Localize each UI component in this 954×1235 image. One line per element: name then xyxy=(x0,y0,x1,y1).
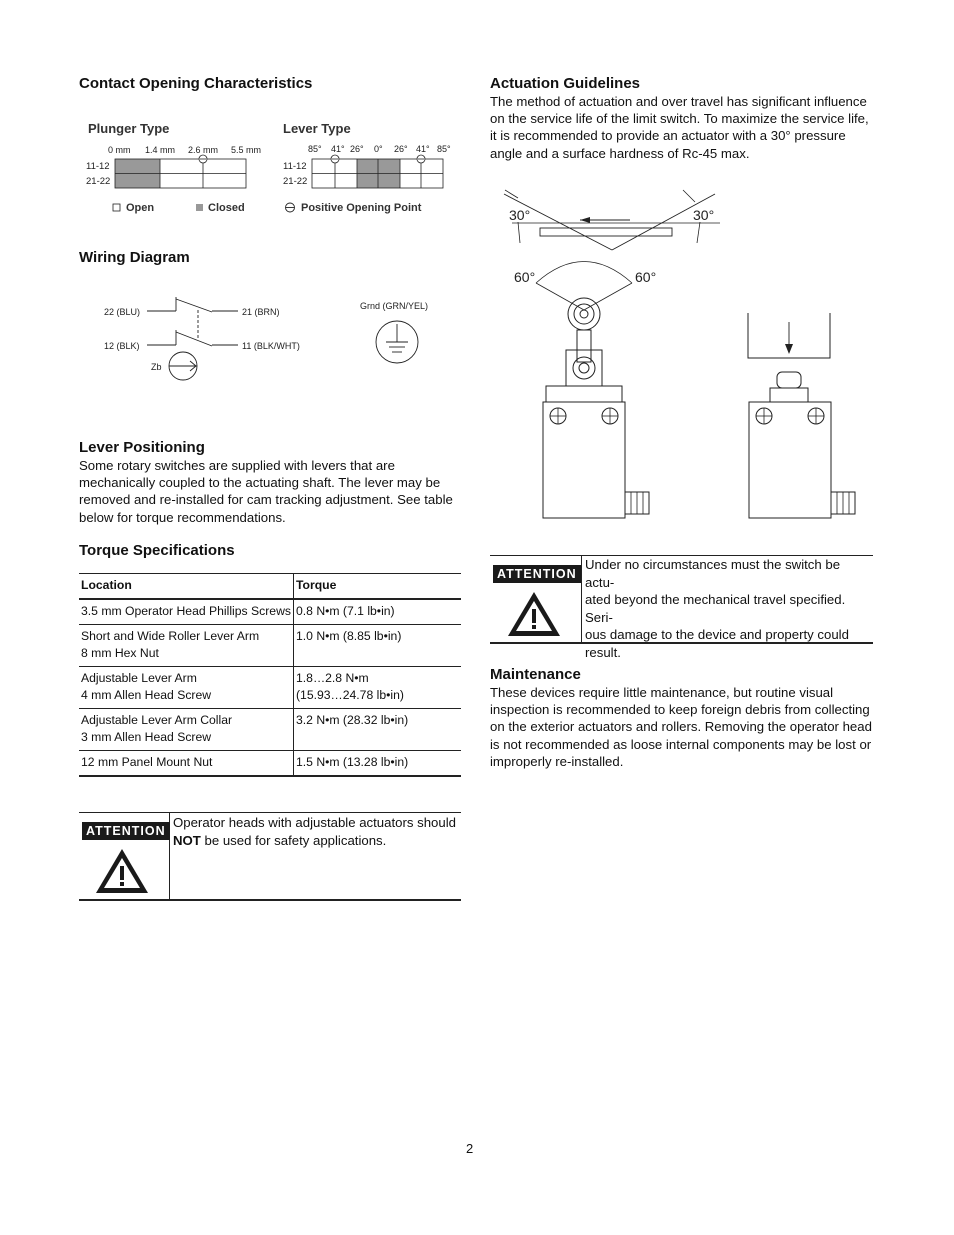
lever-tick: 85° xyxy=(437,144,451,154)
wire-label: 22 (BLU) xyxy=(104,307,141,317)
table-row xyxy=(79,751,461,777)
attention-label: ATTENTION xyxy=(493,565,581,583)
page-number: 2 xyxy=(466,1141,474,1156)
wiring-heading: Wiring Diagram xyxy=(79,249,190,266)
lever-positioning-text: Some rotary switches are supplied with levers that are mechanically coupled to the actuating shaft. The lever may be removed and re-installed for cam tracking adjustment. See table below for torque recommendations. xyxy=(79,458,453,525)
lever-tick: 41° xyxy=(416,144,430,154)
legend-positive: Positive Opening Point xyxy=(301,202,422,214)
cell-text: 3 mm Allen Head Screw xyxy=(81,730,212,744)
attention-line: result. xyxy=(585,644,621,660)
lever-tick: 41° xyxy=(331,144,345,154)
legend-closed: Closed xyxy=(208,202,245,214)
lever-tick: 26° xyxy=(394,144,408,154)
table-row xyxy=(79,709,461,751)
cell-text: 1.8…2.8 N•m xyxy=(296,671,369,685)
cell-text: Adjustable Lever Arm xyxy=(81,671,197,685)
attention-line: ous damage to the device and property could xyxy=(585,627,849,642)
attention-text-part: Operator heads with adjustable actuators should xyxy=(173,815,456,830)
table-row xyxy=(79,667,461,709)
attention-box-left xyxy=(79,812,461,901)
cell-text: 4 mm Allen Head Screw xyxy=(81,688,212,702)
plunger-tick: 1.4 mm xyxy=(145,145,176,155)
wire-label: 21 (BRN) xyxy=(242,307,280,317)
wire-label: 11 (BLK/WHT) xyxy=(242,341,300,351)
lever-title: Lever Type xyxy=(283,121,351,136)
cell-text: Short and Wide Roller Lever Arm xyxy=(81,629,260,643)
actuation-diagram xyxy=(490,180,870,525)
cell-text: 8 mm Hex Nut xyxy=(81,646,159,660)
plunger-tick: 5.5 mm xyxy=(231,145,262,155)
cell-text: 3.2 N•m (28.32 lb•in) xyxy=(296,713,409,727)
column-header: Location xyxy=(79,574,294,600)
warning-icon xyxy=(93,846,151,896)
attention-text xyxy=(173,814,458,849)
lever-tick: 85° xyxy=(308,144,322,154)
lever-grid xyxy=(312,155,443,188)
lever-tick: 26° xyxy=(350,144,364,154)
wire-label: Grnd (GRN/YEL) xyxy=(360,301,429,311)
lever-positioning-heading: Lever Positioning xyxy=(79,439,205,456)
angle-label: 30° xyxy=(509,207,531,223)
cell-text: 12 mm Panel Mount Nut xyxy=(81,755,213,769)
plunger-grid xyxy=(115,155,246,188)
plunger-row-label: 11-12 xyxy=(86,161,110,172)
legend-open: Open xyxy=(126,202,155,214)
cell-text: Adjustable Lever Arm Collar xyxy=(81,713,233,727)
attention-label: ATTENTION xyxy=(82,822,170,840)
table-row xyxy=(79,625,461,667)
angle-label: 60° xyxy=(635,269,657,285)
lever-row-label: 21-22 xyxy=(283,176,308,187)
cell-text: 3.5 mm Operator Head Phillips Screws xyxy=(81,604,291,618)
plunger-title: Plunger Type xyxy=(88,121,170,136)
attention-line: Under no circumstances must the switch be actu- xyxy=(585,557,841,590)
attention-line: ated beyond the mechanical travel specified. Seri- xyxy=(585,592,846,625)
cell-text: 0.8 N•m (7.1 lb•in) xyxy=(296,604,395,618)
cell-text: 1.0 N•m (8.85 lb•in) xyxy=(296,629,402,643)
plunger-row-label: 21-22 xyxy=(86,176,111,187)
attention-text-bold: NOT xyxy=(173,832,201,848)
lever-tick: 0° xyxy=(374,144,383,154)
table-header-row xyxy=(79,574,461,600)
attention-text xyxy=(585,556,870,661)
wire-label: Zb xyxy=(151,362,162,372)
lever-row-label: 11-12 xyxy=(283,161,307,172)
plunger-tick: 2.6 mm xyxy=(188,145,219,155)
wire-label: 12 (BLK) xyxy=(104,341,140,351)
cell-text: 1.5 N•m (13.28 lb•in) xyxy=(296,755,409,769)
column-header: Torque xyxy=(296,578,337,592)
attention-text-part: be used for safety applications. xyxy=(200,832,387,848)
angle-label: 30° xyxy=(693,207,715,223)
torque-table xyxy=(79,573,461,777)
cell-text: (15.93…24.78 lb•in) xyxy=(296,688,404,702)
maintenance-heading: Maintenance xyxy=(490,666,581,683)
warning-icon xyxy=(505,589,563,639)
open-swatch xyxy=(113,204,120,211)
actuation-text: The method of actuation and over travel has significant influence on the service life of the limit switch. To maximize the service life, it is recommended to provide an actuator with a 30° pressure angle and a surface hardness of Rc-45 max. xyxy=(490,94,869,161)
contact-diagram xyxy=(80,112,460,222)
actuation-heading: Actuation Guidelines xyxy=(490,75,641,92)
contact-heading: Contact Opening Characteristics xyxy=(79,75,313,92)
angle-label: 60° xyxy=(514,269,536,285)
wiring-diagram xyxy=(100,292,450,387)
torque-heading: Torque Specifications xyxy=(79,542,235,559)
attention-box-right xyxy=(490,555,873,660)
maintenance-text: These devices require little maintenance, but routine visual inspection is recommended to keep foreign debris from collecting on the exterior actuators and rollers. Removing the operator head is not recommended as loose internal components may be lost or improperly re-installed. xyxy=(490,685,872,769)
plunger-tick: 0 mm xyxy=(108,145,131,155)
table-row xyxy=(79,599,461,625)
closed-swatch xyxy=(196,204,203,211)
